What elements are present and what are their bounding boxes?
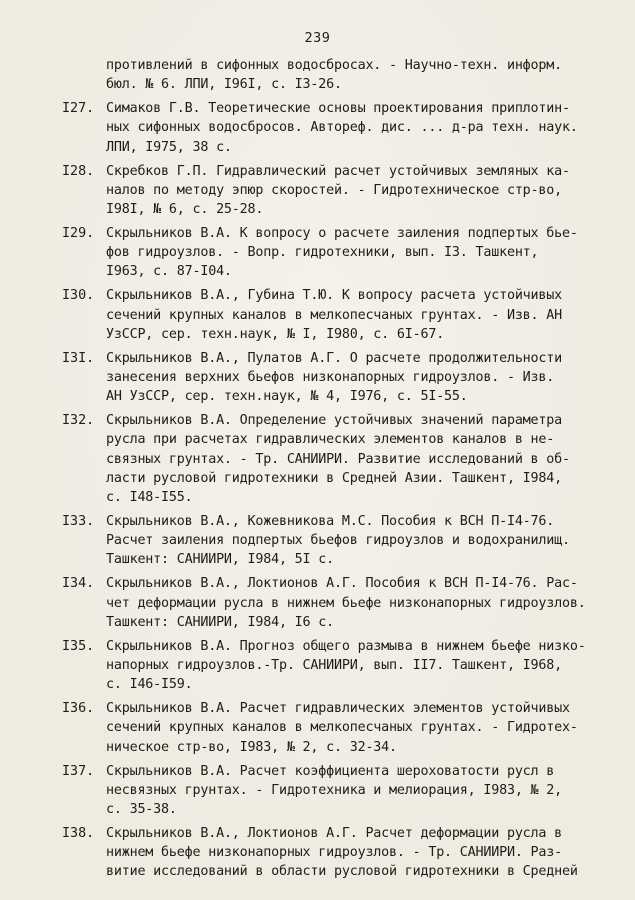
entry-line: русла при расчетах гидравлических элементов каналов в не- — [106, 432, 555, 448]
entry-line: ных сифонных водосбросов. Автореф. дис. ... д-ра техн. наук. — [106, 120, 578, 136]
entry-line: сечений крупных каналов в мелкопесчаных грунтах. - Изв. АН — [106, 307, 562, 323]
entry-line: противлений в сифонных водосбросах. - Научно-техн. информ. — [106, 58, 562, 73]
bibliography-entry — [62, 224, 610, 282]
entry-line: несвязных грунтах. - Гидротехника и мелиорация, I983, № 2, — [106, 782, 562, 798]
entry-line: Ташкент: САНИИРИ, I984, 5I с. — [106, 552, 334, 568]
entry-line: Скрыльников В.А., Локтионов А.Г. Расчет деформации русла в — [106, 826, 562, 842]
entry-number: I35. — [62, 638, 95, 654]
entry-line: Скрыльников В.А., Губина Т.Ю. К вопросу расчета устойчивых — [106, 288, 562, 304]
continuation-entry — [62, 56, 610, 94]
bibliography-entry — [62, 699, 610, 757]
bibliography-entry — [62, 637, 610, 695]
entry-line: Скрыльников В.А. Расчет гидравлических элементов устойчивых — [106, 701, 570, 717]
entry-line: налов по методу эпюр скоростей. - Гидротехническое стр-во, — [106, 182, 562, 198]
bibliography-entry — [62, 162, 610, 220]
entry-number: I37. — [62, 763, 95, 779]
entry-line: с. 35-38. — [106, 802, 177, 818]
entry-number: I34. — [62, 576, 95, 592]
entry-line: чет деформации русла в нижнем бьефе низконапорных гидроузлов. — [106, 595, 586, 611]
entry-container — [62, 99, 610, 881]
entry-line: Скрыльников В.А. Расчет коэффициента шероховатости русл в — [106, 763, 555, 779]
page-number: 239 — [304, 30, 331, 46]
entry-line: Скрыльников В.А., Пулатов А.Г. О расчете продолжительности — [106, 350, 562, 366]
entry-line: УзССР, сер. техн.наук, № I, I980, с. 6I-67. — [106, 326, 445, 342]
entry-line: нижнем бьефе низконапорных гидроузлов. - Тр. САНИИРИ. Раз- — [106, 845, 562, 861]
entry-line: Скрыльников В.А., Кожевникова М.С. Пособия к ВСН П-I4-76. — [106, 514, 555, 530]
entry-line: Скрыльников В.А., Локтионов А.Г. Пособия к ВСН П-I4-76. Рас- — [106, 576, 578, 592]
entry-number: I30. — [62, 288, 95, 304]
entry-line: ласти русловой гидротехники в Средней Азии. Ташкент, I984, — [106, 470, 562, 486]
bibliography-entry — [62, 99, 610, 157]
entry-line: ническое стр-во, I983, № 2, с. 32-34. — [106, 739, 397, 755]
entry-line: ЛПИ, I975, 38 с. — [106, 139, 232, 155]
entry-line: Симаков Г.В. Теоретические основы проектирования приплотин- — [106, 101, 570, 117]
entry-line: Скрыльников В.А. К вопросу о расчете заиления подпертых бье- — [106, 226, 578, 242]
entry-line: с. I48-I55. — [106, 490, 193, 506]
bibliography-entry — [62, 349, 610, 407]
entry-line: занесения верхних бьефов низконапорных гидроузлов. - Изв. — [106, 370, 555, 386]
bibliography-list — [62, 56, 610, 886]
bibliography-entry — [62, 824, 610, 882]
entry-number: I27. — [62, 101, 95, 117]
bibliography-entry — [62, 286, 610, 344]
entry-line: Расчет заиления подпертых бьефов гидроузлов и водохранилищ. — [106, 533, 570, 549]
entry-line: витие исследований в области русловой гидротехники в Средней — [106, 864, 578, 880]
bibliography-entry — [62, 762, 610, 820]
entry-line: связных грунтах. - Тр. САНИИРИ. Развитие исследований в об- — [106, 451, 570, 467]
entry-line: с. I46-I59. — [106, 677, 193, 693]
entry-line: Скрыльников В.А. Прогноз общего размыва в нижнем бьефе низко- — [106, 638, 586, 654]
entry-line: напорных гидроузлов.-Тр. САНИИРИ, вып. II7. Ташкент, I968, — [106, 658, 562, 674]
entry-line: бюл. № 6. ЛПИ, I96I, с. I3-26. — [106, 77, 342, 93]
entry-number: I3I. — [62, 350, 95, 366]
entry-line: Скребков Г.П. Гидравлический расчет устойчивых земляных ка- — [106, 163, 570, 179]
entry-line: I963, с. 87-I04. — [106, 264, 232, 280]
entry-number: I38. — [62, 826, 95, 842]
bibliography-entry — [62, 411, 610, 507]
bibliography-entry — [62, 574, 610, 632]
entry-number: I33. — [62, 514, 95, 530]
entry-line: Ташкент: САНИИРИ, I984, I6 с. — [106, 614, 334, 630]
entry-number: I28. — [62, 163, 95, 179]
entry-number: I36. — [62, 701, 95, 717]
entry-line: Скрыльников В.А. Определение устойчивых значений параметра — [106, 413, 562, 429]
entry-line: сечений крупных каналов в мелкопесчаных грунтах. - Гидротех- — [106, 720, 578, 736]
entry-line: АН УзССР, сер. техн.наук, № 4, I976, с. 5I-55. — [106, 389, 468, 405]
entry-line: I98I, № 6, с. 25-28. — [106, 202, 264, 218]
bibliography-entry — [62, 512, 610, 570]
entry-number: I32. — [62, 413, 95, 429]
entry-number: I29. — [62, 226, 95, 242]
entry-line: фов гидроузлов. - Вопр. гидротехники, вып. I3. Ташкент, — [106, 245, 539, 261]
